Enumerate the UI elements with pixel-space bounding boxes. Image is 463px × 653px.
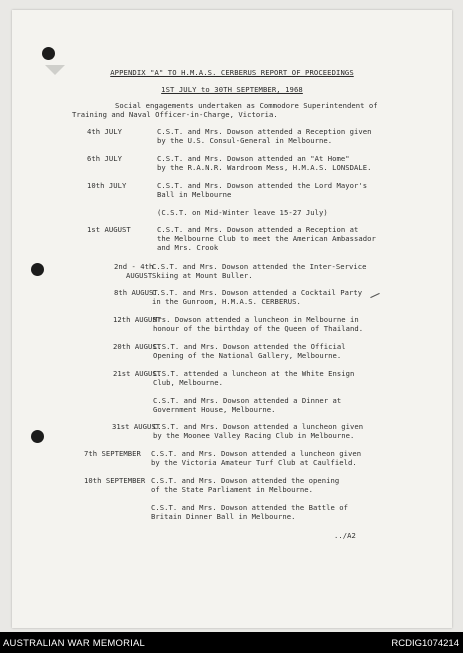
entry-line: C.S.T. and Mrs. Dowson attended a luncheon given	[153, 422, 364, 431]
page-reference: ../A2	[334, 531, 356, 540]
entry-line: C.S.T. and Mrs. Dowson attended a Dinner at	[153, 396, 342, 405]
entry-line: C.S.T. and Mrs. Dowson attended a luncheon given	[151, 449, 362, 458]
entry-date: AUGUST	[126, 271, 153, 280]
entry-line: Opening of the National Gallery, Melbourne.	[153, 351, 342, 360]
entry-line: by the Moonee Valley Racing Club in Melbourne.	[153, 431, 355, 440]
entry-line: Ball in Melbourne	[157, 190, 232, 199]
entry-date: 1st AUGUST	[87, 225, 131, 234]
entry-date: 21st AUGUST	[113, 369, 162, 378]
entry-date: 4th JULY	[87, 127, 123, 136]
document-heading: APPENDIX "A" TO H.M.A.S. CERBERUS REPORT OF PROCEEDINGS	[110, 68, 354, 77]
entry-line: honour of the birthday of the Queen of Thailand.	[153, 324, 364, 333]
entry-date: 10th SEPTEMBER	[84, 476, 146, 485]
entry-line: C.S.T. and Mrs. Dowson attended a Reception given	[157, 127, 372, 136]
entry-date: 8th AUGUST	[114, 288, 158, 297]
entry-line: (C.S.T. on Mid-Winter leave 15-27 July)	[157, 208, 328, 217]
entry-line: C.S.T. and Mrs. Dowson attended the Battle of	[151, 503, 348, 512]
entry-line: of the State Parliament in Melbourne.	[151, 485, 313, 494]
punch-hole-top	[42, 47, 55, 60]
entry-date: 7th SEPTEMBER	[84, 449, 141, 458]
entry-line: C.S.T. and Mrs. Dowson attended a Cocktail Party	[152, 288, 363, 297]
entry-line: C.S.T. and Mrs. Dowson attended the Official	[153, 342, 346, 351]
entry-line: C.S.T. and Mrs. Dowson attended a Reception at	[157, 225, 359, 234]
entry-date: 6th JULY	[87, 154, 123, 163]
entry-line: Britain Dinner Ball in Melbourne.	[151, 512, 296, 521]
pen-mark	[370, 293, 379, 298]
entry-date: 31st AUGUST	[112, 422, 161, 431]
entry-date: 10th JULY	[87, 181, 127, 190]
entry-line: C.S.T. and Mrs. Dowson attended the opening	[151, 476, 340, 485]
intro-line-2: Training and Naval Officer-in-Charge, Victoria.	[72, 110, 278, 119]
archive-footer	[0, 632, 463, 653]
document-period: 1ST JULY to 30TH SEPTEMBER, 1968	[161, 85, 303, 94]
entry-line: Mrs. Dowson attended a luncheon in Melbourne in	[153, 315, 359, 324]
entry-line: in the Gunroom, H.M.A.S. CERBERUS.	[152, 297, 301, 306]
entry-date: 12th AUGUST	[113, 315, 162, 324]
entry-line: and Mrs. Crook	[157, 243, 219, 252]
entry-line: C.S.T. and Mrs. Dowson attended the Lord Mayor's	[157, 181, 368, 190]
archive-name: AUSTRALIAN WAR MEMORIAL	[3, 638, 146, 649]
document-page	[12, 10, 452, 628]
entry-line: Club, Melbourne.	[153, 378, 224, 387]
entry-line: by the R.A.N.R. Wardroom Mess, H.M.A.S. LONSDALE.	[157, 163, 372, 172]
punch-hole-bottom	[31, 430, 44, 443]
entry-line: Skiing at Mount Buller.	[152, 271, 253, 280]
entry-line: the Melbourne Club to meet the American Ambassador	[157, 234, 376, 243]
archive-record-id: RCDIG1074214	[391, 638, 459, 649]
entry-line: Government House, Melbourne.	[153, 405, 276, 414]
entry-line: by the U.S. Consul-General in Melbourne.	[157, 136, 333, 145]
punch-hole-middle	[31, 263, 44, 276]
entry-line: by the Victoria Amateur Turf Club at Caulfield.	[151, 458, 357, 467]
entry-date: 2nd - 4th	[114, 262, 154, 271]
entry-date: 20th AUGUST	[113, 342, 162, 351]
entry-line: C.S.T. attended a luncheon at the White Ensign	[153, 369, 355, 378]
entry-line: C.S.T. and Mrs. Dowson attended the Inter-Service	[152, 262, 367, 271]
entry-line: C.S.T. and Mrs. Dowson attended an "At Home"	[157, 154, 350, 163]
intro-line-1: Social engagements undertaken as Commodore Superintendent of	[115, 101, 378, 110]
